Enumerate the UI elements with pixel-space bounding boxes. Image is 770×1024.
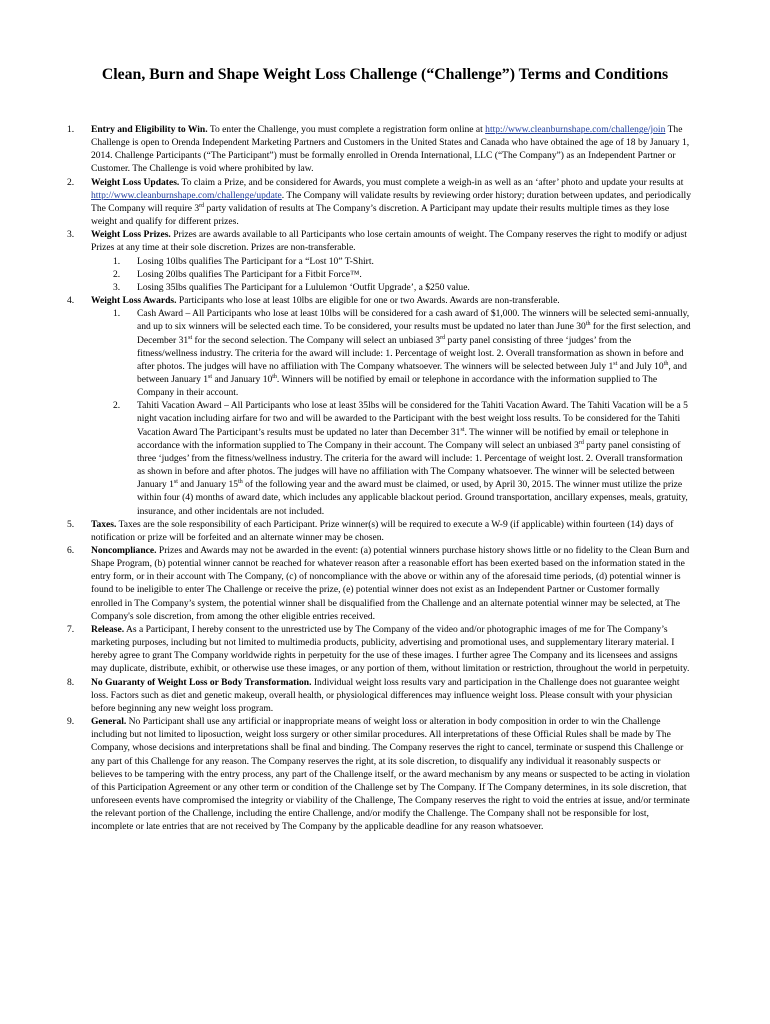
section-text: To claim a Prize, and be considered for Awards, you must complete a weigh-in as well as an ‘after’ photo and update your results at [179, 176, 684, 188]
update-link[interactable]: http://www.cleanburnshape.com/challenge/update [91, 189, 282, 201]
section-taxes [58, 518, 692, 544]
ordinal-suffix: st [173, 479, 178, 486]
prize-item [91, 281, 692, 294]
item-text: Cash Award – All Participants who lose at least 10lbs will be considered for a cash award of $1,000. The winners will be selected semi-annually, and up to six winners will be selected each time. To be considered, your results must be updated no later than June 30 [137, 308, 690, 333]
section-text: Taxes are the sole responsibility of each Participant. Prize winner(s) will be required to execute a W-9 (if applicable) within fourteen (14) days of notification or prize will be forfeited and an alternate winner may be chosen. [91, 518, 674, 543]
section-noncompliance [58, 544, 692, 623]
section-number: 7. [67, 623, 75, 635]
section-text: Prizes and Awards may not be awarded in the event: (a) potential winners purchase history shows little or no fidelity to the Clean Burn and Shape Program, (b) potential winner cannot be reached for whatever reason after a reasonable effort has been exerted based on the information stated in the entry form, or in their account with The Company, (c) of noncompliance with the above or within any of the aforesaid time periods, (d) potential winner is found to be ineligible to enter The Challenge or receive the prize, (e) potential winner does not exist as an Independent Partner or Customer formally enrolled in The Company’s system, the potential winner shall be disqualified from the Challenge and an alternate potential winner may be selected, at The Company's sole discretion, from among the other eligible entries received. [91, 545, 690, 622]
item-text: . The winner will be notified by email or telephone in accordance with the information supplied to The Company in their account. The Company will select an unbiased 3 [137, 426, 669, 451]
section-text: Prizes are awards available to all Participants who lose certain amounts of weight. The Company reserves the right to modify or adjust Prizes at any time at their sole discretion. Prizes are non-transferable. [91, 229, 687, 254]
section-number: 4. [67, 295, 75, 307]
item-number: 1. [113, 255, 121, 267]
section-text: . The Company will validate results by reviewing order history; duration between updates, and periodically The Company will require 3 [91, 189, 691, 214]
item-text: for the second selection. The Company will select an unbiased 3 [192, 334, 441, 346]
ordinal-suffix: st [208, 373, 213, 380]
item-text: and July 10 [617, 360, 664, 372]
section-release [58, 623, 692, 676]
section-heading: Weight Loss Prizes. [91, 229, 171, 241]
section-number: 3. [67, 229, 75, 241]
section-number: 6. [67, 545, 75, 556]
section-number: 8. [67, 676, 75, 688]
ordinal-suffix: th [238, 479, 243, 486]
item-text: Losing 10lbs qualifies The Participant for a “Lost 10” T-Shirt. [137, 255, 374, 267]
section-text: No Participant shall use any artificial or inappropriate means of weight loss or alteration in body composition in order to win the Challenge including but not limited to liposuction, weight loss surgery or other similar procedures. All interpretations of these Official Rules shall be made by The Company, whose decisions and interpretations shall be final and binding. The Company reserves the right to cancel, terminate or suspend this Challenge or any part of this Challenge for any reason. The Company reserves the right, at its sole discretion, to disqualify any individual it reasonably suspects or believes to be tampering with the entry process, any part of the Challenge itself, or the award mechanism by any means or suspected to be acting in violation of this Participation Agreement or any other term or condition of the Challenge set by The Company. If The Company determines, in its sole discretion, that unforeseen events have compromised the integrity or viability of the Challenge, The Company reserves the right to void the entries at issue, and/or terminate the relevant portion of the Challenge, including the entire Challenge, and/or modify the Challenge. The Company shall not be responsible for lost, incomplete or late entries that are not received by The Company by the applicable deadline for any reason whatsoever. [91, 716, 690, 833]
item-number: 2. [113, 400, 121, 412]
item-text: Tahiti Vacation Award – All Participants who lose at least 35lbs will be considered for the Tahiti Vacation Award. The Tahiti Vacation will be a 5 night vacation including airfare for two and will be awarded to the Participant with the best weight loss results. To be considered for the Tahiti Vacation Award The Participant’s results must be updated no later than December 31 [137, 400, 688, 438]
item-text: party panel consisting of three ‘judges’ from the fitness/wellness industry. The criteria for the award will include: 1. Percentage of weight lost. 2. Overall transformation as shown in before and after photos. The judges will have no affiliation with The Company whatsoever. The winners will be selected between July 1 [137, 334, 684, 372]
section-no-guaranty [58, 676, 692, 715]
section-entry-eligibility [58, 123, 692, 176]
cash-award-item [91, 307, 692, 399]
prize-item [91, 255, 692, 268]
section-heading: No Guaranty of Weight Loss or Body Transformation. [91, 676, 312, 688]
section-heading: General. [91, 716, 127, 728]
section-weight-loss-prizes [58, 228, 692, 294]
item-text: . Winners will be notified by email or telephone in accordance with the information supplied to The Company in their account. [137, 373, 658, 399]
section-number: 5. [67, 518, 75, 530]
item-text: for the first selection, and December 31 [137, 321, 691, 346]
item-text: , and between January 1 [137, 360, 687, 385]
prize-item [91, 268, 692, 281]
ordinal-suffix: rd [578, 439, 584, 446]
section-heading: Noncompliance. [91, 545, 157, 556]
item-text: Losing 35lbs qualifies The Participant for a Lululemon ‘Outfit Upgrade’, a $250 value. [137, 281, 470, 293]
section-text: Individual weight loss results vary and participation in the Challenge does not guarantee weight loss. Factors such as diet and genetic makeup, overall health, or physiological differences may influence weight loss. Please consult with your physician before beginning any new weight loss program. [91, 676, 680, 714]
section-weight-loss-awards [58, 294, 692, 518]
section-number: 1. [67, 124, 75, 135]
section-heading: Weight Loss Updates. [91, 176, 180, 188]
ordinal-suffix: th [272, 373, 277, 380]
section-heading: Taxes. [91, 518, 117, 530]
section-number: 2. [67, 176, 75, 188]
section-heading: Entry and Eligibility to Win. [91, 124, 208, 135]
item-number: 1. [113, 308, 121, 320]
page-title: Clean, Burn and Shape Weight Loss Challenge (“Challenge”) Terms and Conditions [101, 66, 669, 83]
item-text: and January 15 [177, 479, 239, 491]
ordinal-suffix: th [585, 321, 591, 328]
item-number: 2. [113, 268, 121, 280]
item-text: Losing 20lbs qualifies The Participant for a Fitbit Force™. [137, 268, 362, 280]
ordinal-suffix: st [613, 360, 618, 367]
ordinal-suffix: rd [440, 334, 446, 341]
section-heading: Weight Loss Awards. [91, 295, 177, 307]
section-weight-loss-updates [58, 176, 692, 229]
item-text: of the following year and the award must be claimed, or used, by April 30, 2015. The winner must utilize the prize within four (4) months of award date, which includes any applicable blackout period. Ground transportation, ancillary expenses, meals, gratuity, insurance, and other incidentals are not included. [137, 479, 688, 517]
section-number: 9. [67, 716, 75, 728]
section-text: party validation of results at The Company’s discretion. A Participant may update their results multiple times as they lose weight and qualify for different prizes. [91, 202, 670, 228]
tahiti-award-item [91, 399, 692, 517]
ordinal-suffix: st [188, 334, 193, 341]
join-link[interactable]: http://www.cleanburnshape.com/challenge/join [485, 124, 666, 135]
item-number: 3. [113, 281, 121, 293]
section-text: To enter the Challenge, you must complete a registration form online at [207, 124, 486, 135]
ordinal-suffix: rd [199, 202, 205, 209]
item-text: and January 10 [212, 373, 273, 385]
item-text: party panel consisting of three ‘judges’ from the fitness/wellness industry. The criteria for the award will include: 1. Percentage of weight lost. 2. Overall transformation as shown in before and after photos. The judges will have no affiliation with The Company whatsoever. The winner will be selected between January 1 [137, 439, 683, 491]
section-heading: Release. [91, 623, 125, 635]
terms-list [58, 123, 692, 833]
ordinal-suffix: st [460, 426, 465, 433]
section-text: Participants who lose at least 10lbs are eligible for one or two Awards. Awards are non-transferable. [176, 295, 560, 307]
section-general [58, 715, 692, 833]
section-text: The Challenge is open to Orenda Independent Marketing Partners and Customers in the United States and Canada who have obtained the age of 18 by January 1, 2014. Challenge Participants (“The Participant”) must be formally enrolled in Orenda International, LLC (“The Company”) as an Independent Partner or Customer. The Challenge is void where prohibited by law. [91, 124, 690, 175]
ordinal-suffix: th [663, 360, 669, 367]
section-text: As a Participant, I hereby consent to the unrestricted use by The Company of the video and/or photographic images of me for The Company’s marketing purposes, including but not limited to multimedia products, publicity, advertising and promotional uses, and supplementary literary material. I hereby agree to grant The Company worldwide rights in perpetuity for the use of these images. I further agree The Company and its licensees and assigns may duplicate, distribute, exhibit, or otherwise use these images, or any portion of them, without limitation or restriction, throughout the world in perpetuity. [91, 623, 690, 675]
